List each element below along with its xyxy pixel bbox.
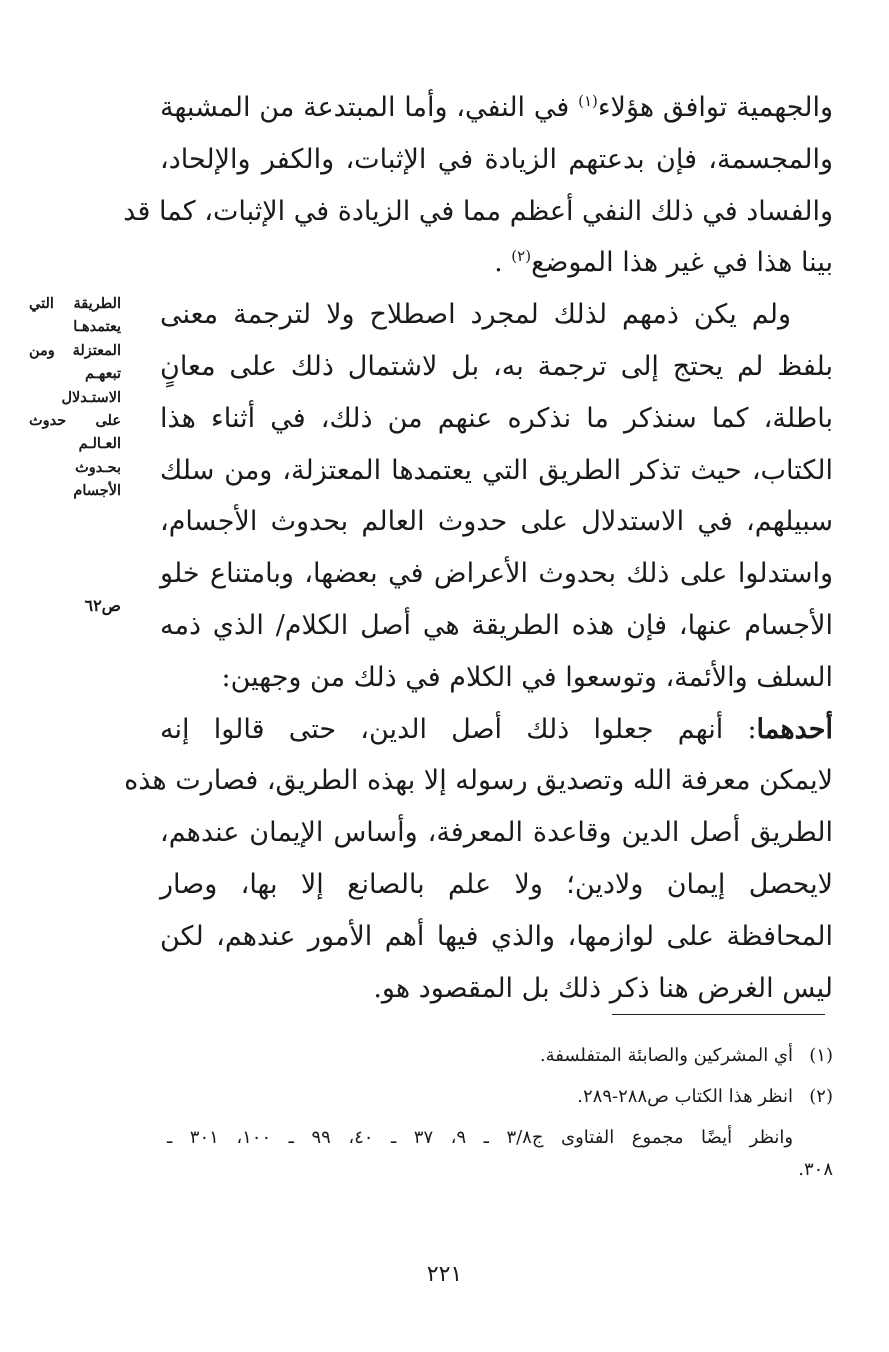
text-line	[160, 237, 833, 289]
text-line: باطلة، كما سنذكر ما نذكره عنهم من ذلك، في أثناء هذا	[160, 402, 833, 434]
footnote-line	[153, 1040, 833, 1072]
margin-page-reference: ص٦٢	[84, 596, 121, 615]
footnote-line: وانظر أيضًا مجموع الفتاوى ج٣/٨ ـ ٩، ٣٧ ـ ٤٠، ٩٩ ـ ١٠٠، ٣٠١ ـ	[167, 1127, 794, 1148]
text-line: السلف والأئمة، وتوسعوا في الكلام في ذلك من وجهين:	[221, 661, 833, 693]
footnote-number: (٢)	[809, 1086, 833, 1107]
main-text	[123, 82, 833, 1014]
margin-note-line: الأجسام	[73, 482, 121, 500]
text-line: ليس الغرض هنا ذكر ذلك بل المقصود هو.	[373, 972, 833, 1004]
text-line: الطريق أصل الدين وقاعدة المعرفة، وأساس الإيمان عندهم،	[160, 817, 833, 849]
text-segment: .	[494, 247, 512, 279]
text-segment: بينا هذا في غير هذا الموضع	[531, 247, 833, 279]
margin-note-line: الاستـدلال	[61, 388, 121, 406]
footnote-line	[153, 1081, 833, 1113]
text-line: ولم يكن ذمهم لذلك لمجرد اصطلاح ولا لترجمة معنى	[160, 299, 791, 331]
footnote-2-continuation	[167, 1122, 833, 1186]
text-line: بلفظ لم يحتج إلى ترجمة به، بل لاشتمال ذلك على معانٍ	[160, 350, 833, 382]
footnote-2	[153, 1081, 833, 1113]
margin-note-line: تبعهـم	[85, 365, 121, 383]
footnote-line: ٣٠٨.	[798, 1159, 833, 1180]
footnote-separator	[612, 1014, 825, 1015]
margin-note-line: بحـدوث	[75, 458, 121, 476]
margin-note	[29, 292, 121, 503]
text-line	[160, 82, 833, 134]
margin-note-line: العـالـم	[78, 435, 121, 453]
text-line: واستدلوا على ذلك بحدوث الأعراض في بعضها، وبامتناع خلو	[160, 558, 833, 590]
paragraph-2	[160, 289, 833, 703]
text-line: الأجسام عنها، فإن هذه الطريقة هي أصل الكلام/ الذي ذمه	[160, 609, 833, 641]
text-line: الكتاب، حيث تذكر الطريق التي يعتمدها المعتزلة، ومن سلك	[160, 454, 833, 486]
text-line: والفساد في ذلك النفي أعظم مما في الزيادة في الإثبات، كما قد	[123, 195, 833, 227]
margin-note-line: الطريقة التي	[29, 295, 121, 312]
text-line: لايحصل إيمان ولادين؛ ولا علم بالصانع إلا بها، وصار	[160, 868, 833, 900]
text-line: والمجسمة، فإن بدعتهم الزيادة في الإثبات، والكفر والإلحاد،	[160, 143, 833, 175]
margin-note-line: المعتزلة ومن	[29, 341, 121, 359]
paragraph-1	[123, 82, 833, 289]
footnote-ref-2[interactable]: (٢)	[511, 247, 532, 266]
footnote-ref-1[interactable]: (١)	[578, 92, 598, 110]
lead-word: أحدهما	[756, 713, 833, 745]
text-segment: في النفي، وأما المبتدعة من المشبهة	[160, 92, 579, 123]
text-segment: والجهمية توافق هؤلاء	[597, 92, 833, 123]
text-line: لايمكن معرفة الله وتصديق رسوله إلا بهذه الطريق، فصارت هذه	[124, 765, 833, 797]
text-line	[160, 704, 833, 756]
footnote-text: أي المشركين والصابئة المتفلسفة.	[539, 1045, 793, 1066]
margin-note-line: يعتمدهـا	[73, 318, 121, 336]
footnote-number: (١)	[809, 1045, 833, 1066]
margin-note-line: على حدوث	[29, 412, 121, 430]
text-segment: : أنهم جعلوا ذلك أصل الدين، حتى قالوا إنه	[160, 713, 757, 745]
text-line: المحافظة على لوازمها، والذي فيها أهم الأمور عندهم، لكن	[160, 920, 833, 952]
text-line: سبيلهم، في الاستدلال على حدوث العالم بحدوث الأجسام،	[160, 506, 833, 538]
page-number: ٢٢١	[426, 1262, 463, 1287]
footnote-1	[153, 1040, 833, 1072]
paragraph-3	[124, 704, 833, 1015]
footnote-text: انظر هذا الكتاب ص٢٨٨-٢٨٩.	[577, 1086, 793, 1107]
